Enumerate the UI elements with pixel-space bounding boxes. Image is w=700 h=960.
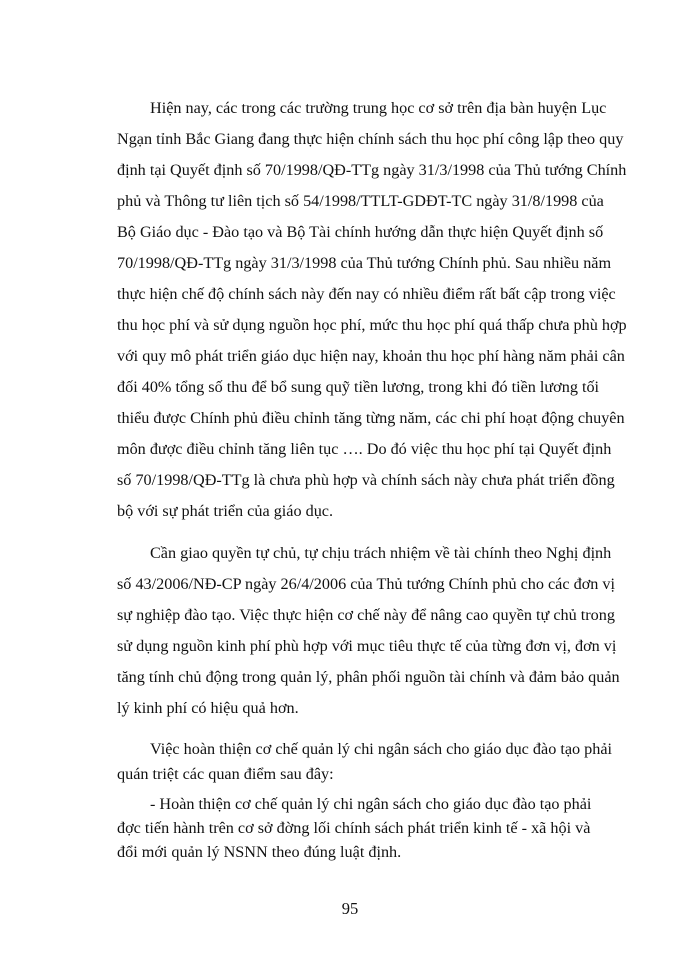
paragraph-line: thiểu được Chính phủ điều chỉnh tăng từng năm, các chi phí hoạt động chuyên — [117, 409, 625, 427]
paragraph-line: 70/1998/QĐ-TTg ngày 31/3/1998 của Thủ tướng Chính phủ. Sau nhiều năm — [117, 254, 612, 272]
paragraph-line: thu học phí và sử dụng nguồn học phí, mức thu học phí quá thấp chưa phù hợp — [117, 316, 627, 334]
paragraph-line: Hiện nay, các trong các trường trung học cơ sở trên địa bàn huyện Lục — [150, 99, 607, 117]
paragraph-line: với quy mô phát triển giáo dục hiện nay, khoản thu học phí hàng năm phải cân — [117, 347, 625, 365]
page-number: 95 — [341, 899, 359, 918]
paragraph-line: sử dụng nguồn kinh phí phù hợp với mục tiêu thực tế của từng đơn vị, đơn vị — [117, 637, 617, 655]
paragraph-line: môn được điều chỉnh tăng liên tục …. Do đó việc thu học phí tại Quyết định — [117, 440, 612, 458]
paragraph-line: Cần giao quyền tự chủ, tự chịu trách nhiệm về tài chính theo Nghị định — [150, 544, 612, 562]
paragraph-line: thực hiện chế độ chính sách này đến nay có nhiều điểm rất bất cập trong việc — [117, 285, 616, 303]
paragraph-line: Bộ Giáo dục - Đào tạo và Bộ Tài chính hướng dẫn thực hiện Quyết định số — [117, 223, 604, 241]
paragraph-line: Ngạn tỉnh Bắc Giang đang thực hiện chính sách thu học phí công lập theo quy — [117, 130, 624, 148]
paragraph-line: - Hoàn thiện cơ chế quản lý chi ngân sách cho giáo dục đào tạo phải — [150, 795, 592, 813]
paragraph-line: đối 40% tổng số thu để bổ sung quỹ tiền lương, trong khi đó tiền lương tối — [117, 378, 600, 396]
paragraph-line: đổi mới quản lý NSNN theo đúng luật định. — [117, 843, 402, 861]
paragraph-line: bộ với sự phát triển của giáo dục. — [117, 502, 334, 520]
paragraph-line: số 43/2006/NĐ-CP ngày 26/4/2006 của Thủ tướng Chính phủ cho các đơn vị — [117, 575, 615, 593]
paragraph-line: phủ và Thông tư liên tịch số 54/1998/TTLT-GDĐT-TC ngày 31/8/1998 của — [117, 192, 604, 210]
paragraph-line: quán triệt các quan điểm sau đây: — [117, 765, 334, 783]
paragraph-line: tăng tính chủ động trong quản lý, phân phối nguồn tài chính và đảm bảo quản — [117, 668, 620, 686]
paragraph-line: sự nghiệp đào tạo. Việc thực hiện cơ chế này để nâng cao quyền tự chủ trong — [117, 606, 615, 624]
paragraph-line: số 70/1998/QĐ-TTg là chưa phù hợp và chính sách này chưa phát triển đồng — [117, 471, 615, 489]
paragraph-line: lý kinh phí có hiệu quả hơn. — [117, 699, 299, 717]
paragraph-line: đợc tiến hành trên cơ sở đờng lối chính sách phát triển kinh tế - xã hội và — [117, 819, 591, 837]
paragraph-line: Việc hoàn thiện cơ chế quản lý chi ngân sách cho giáo dục đào tạo phải — [150, 740, 613, 758]
paragraph-line: định tại Quyết định số 70/1998/QĐ-TTg ngày 31/3/1998 của Thủ tướng Chính — [117, 161, 627, 179]
